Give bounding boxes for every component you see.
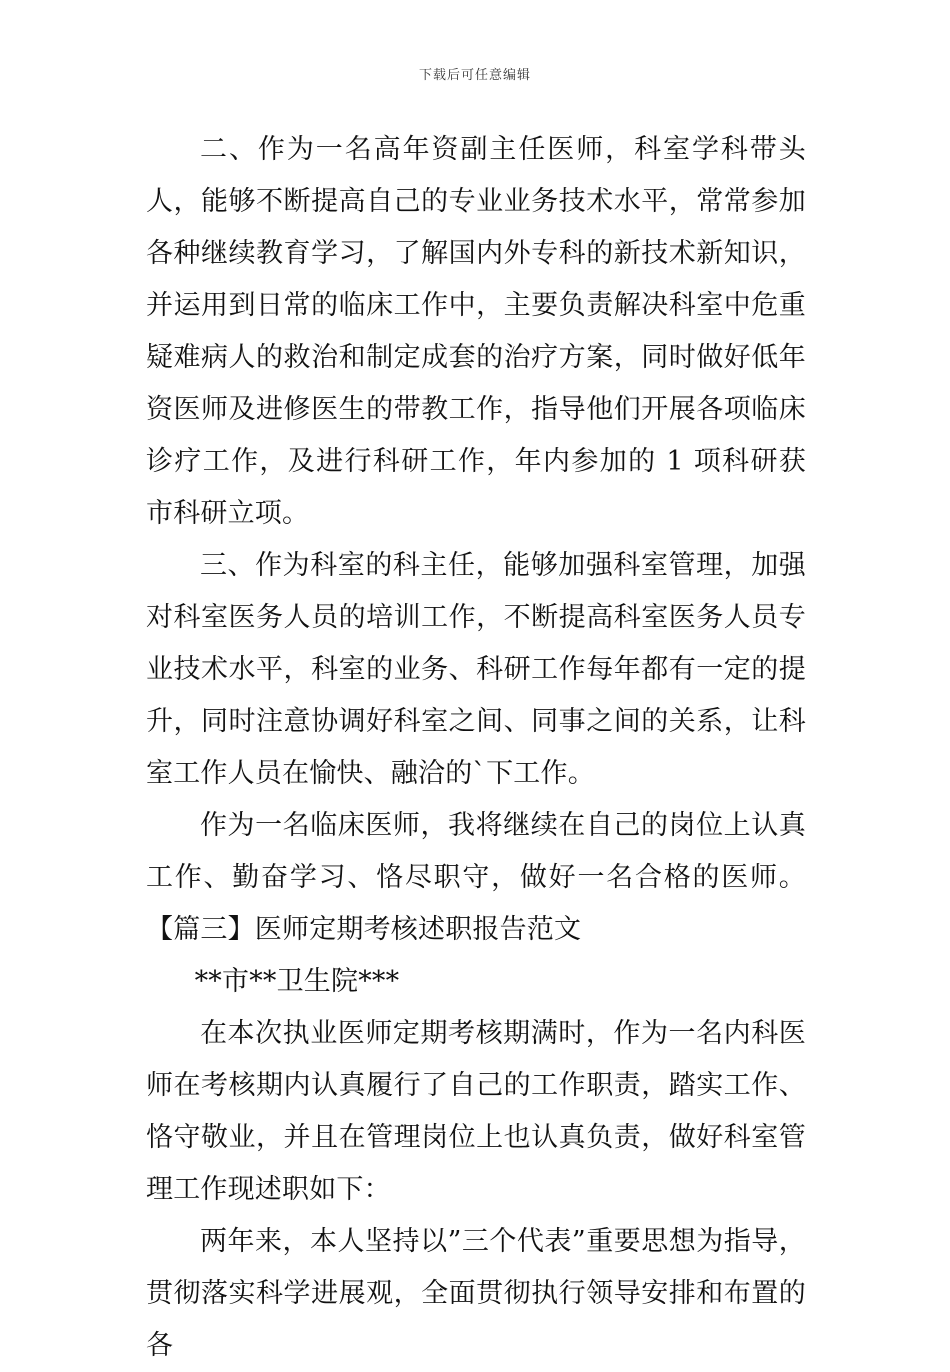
paragraph-intro: 在本次执业医师定期考核期满时，作为一名内科医师在考核期内认真履行了自己的工作职责，踏实工作、恪守敬业，并且在管理岗位上也认真负责，做好科室管理工作现述职如下： bbox=[146, 1018, 806, 1205]
paragraph-closing: 作为一名临床医师，我将继续在自己的岗位上认真工作、勤奋学习、恪尽职守，做好一名合格的医师。【篇三】医师定期考核述职报告范文 bbox=[146, 810, 806, 945]
document-body bbox=[146, 124, 806, 1372]
author-line: **市**卫生院*** bbox=[194, 966, 400, 997]
paragraph-duty-two: 二、作为一名高年资副主任医师，科室学科带头人，能够不断提高自己的专业业务技术水平，常常参加各种继续教育学习，了解国内外专科的新技术新知识，并运用到日常的临床工作中，主要负责解决科室中危重疑难病人的救治和制定成套的治疗方案，同时做好低年资医师及进修医生的带教工作，指导他们开展各项临床诊疗工作，及进行科研工作，年内参加的 1 项科研获市科研立项。 bbox=[146, 134, 806, 529]
page-header-note: 下载后可任意编辑 bbox=[418, 68, 531, 83]
paragraph-two-years: 两年来，本人坚持以”三个代表”重要思想为指导，贯彻落实科学进展观，全面贯彻执行领导安排和布置的各 bbox=[146, 1226, 806, 1361]
paragraph-duty-three: 三、作为科室的科主任，能够加强科室管理，加强对科室医务人员的培训工作，不断提高科室医务人员专业技术水平，科室的业务、科研工作每年都有一定的提升，同时注意协调好科室之间、同事之间的关系，让科室工作人员在愉快、融洽的`下工作。 bbox=[146, 550, 806, 789]
